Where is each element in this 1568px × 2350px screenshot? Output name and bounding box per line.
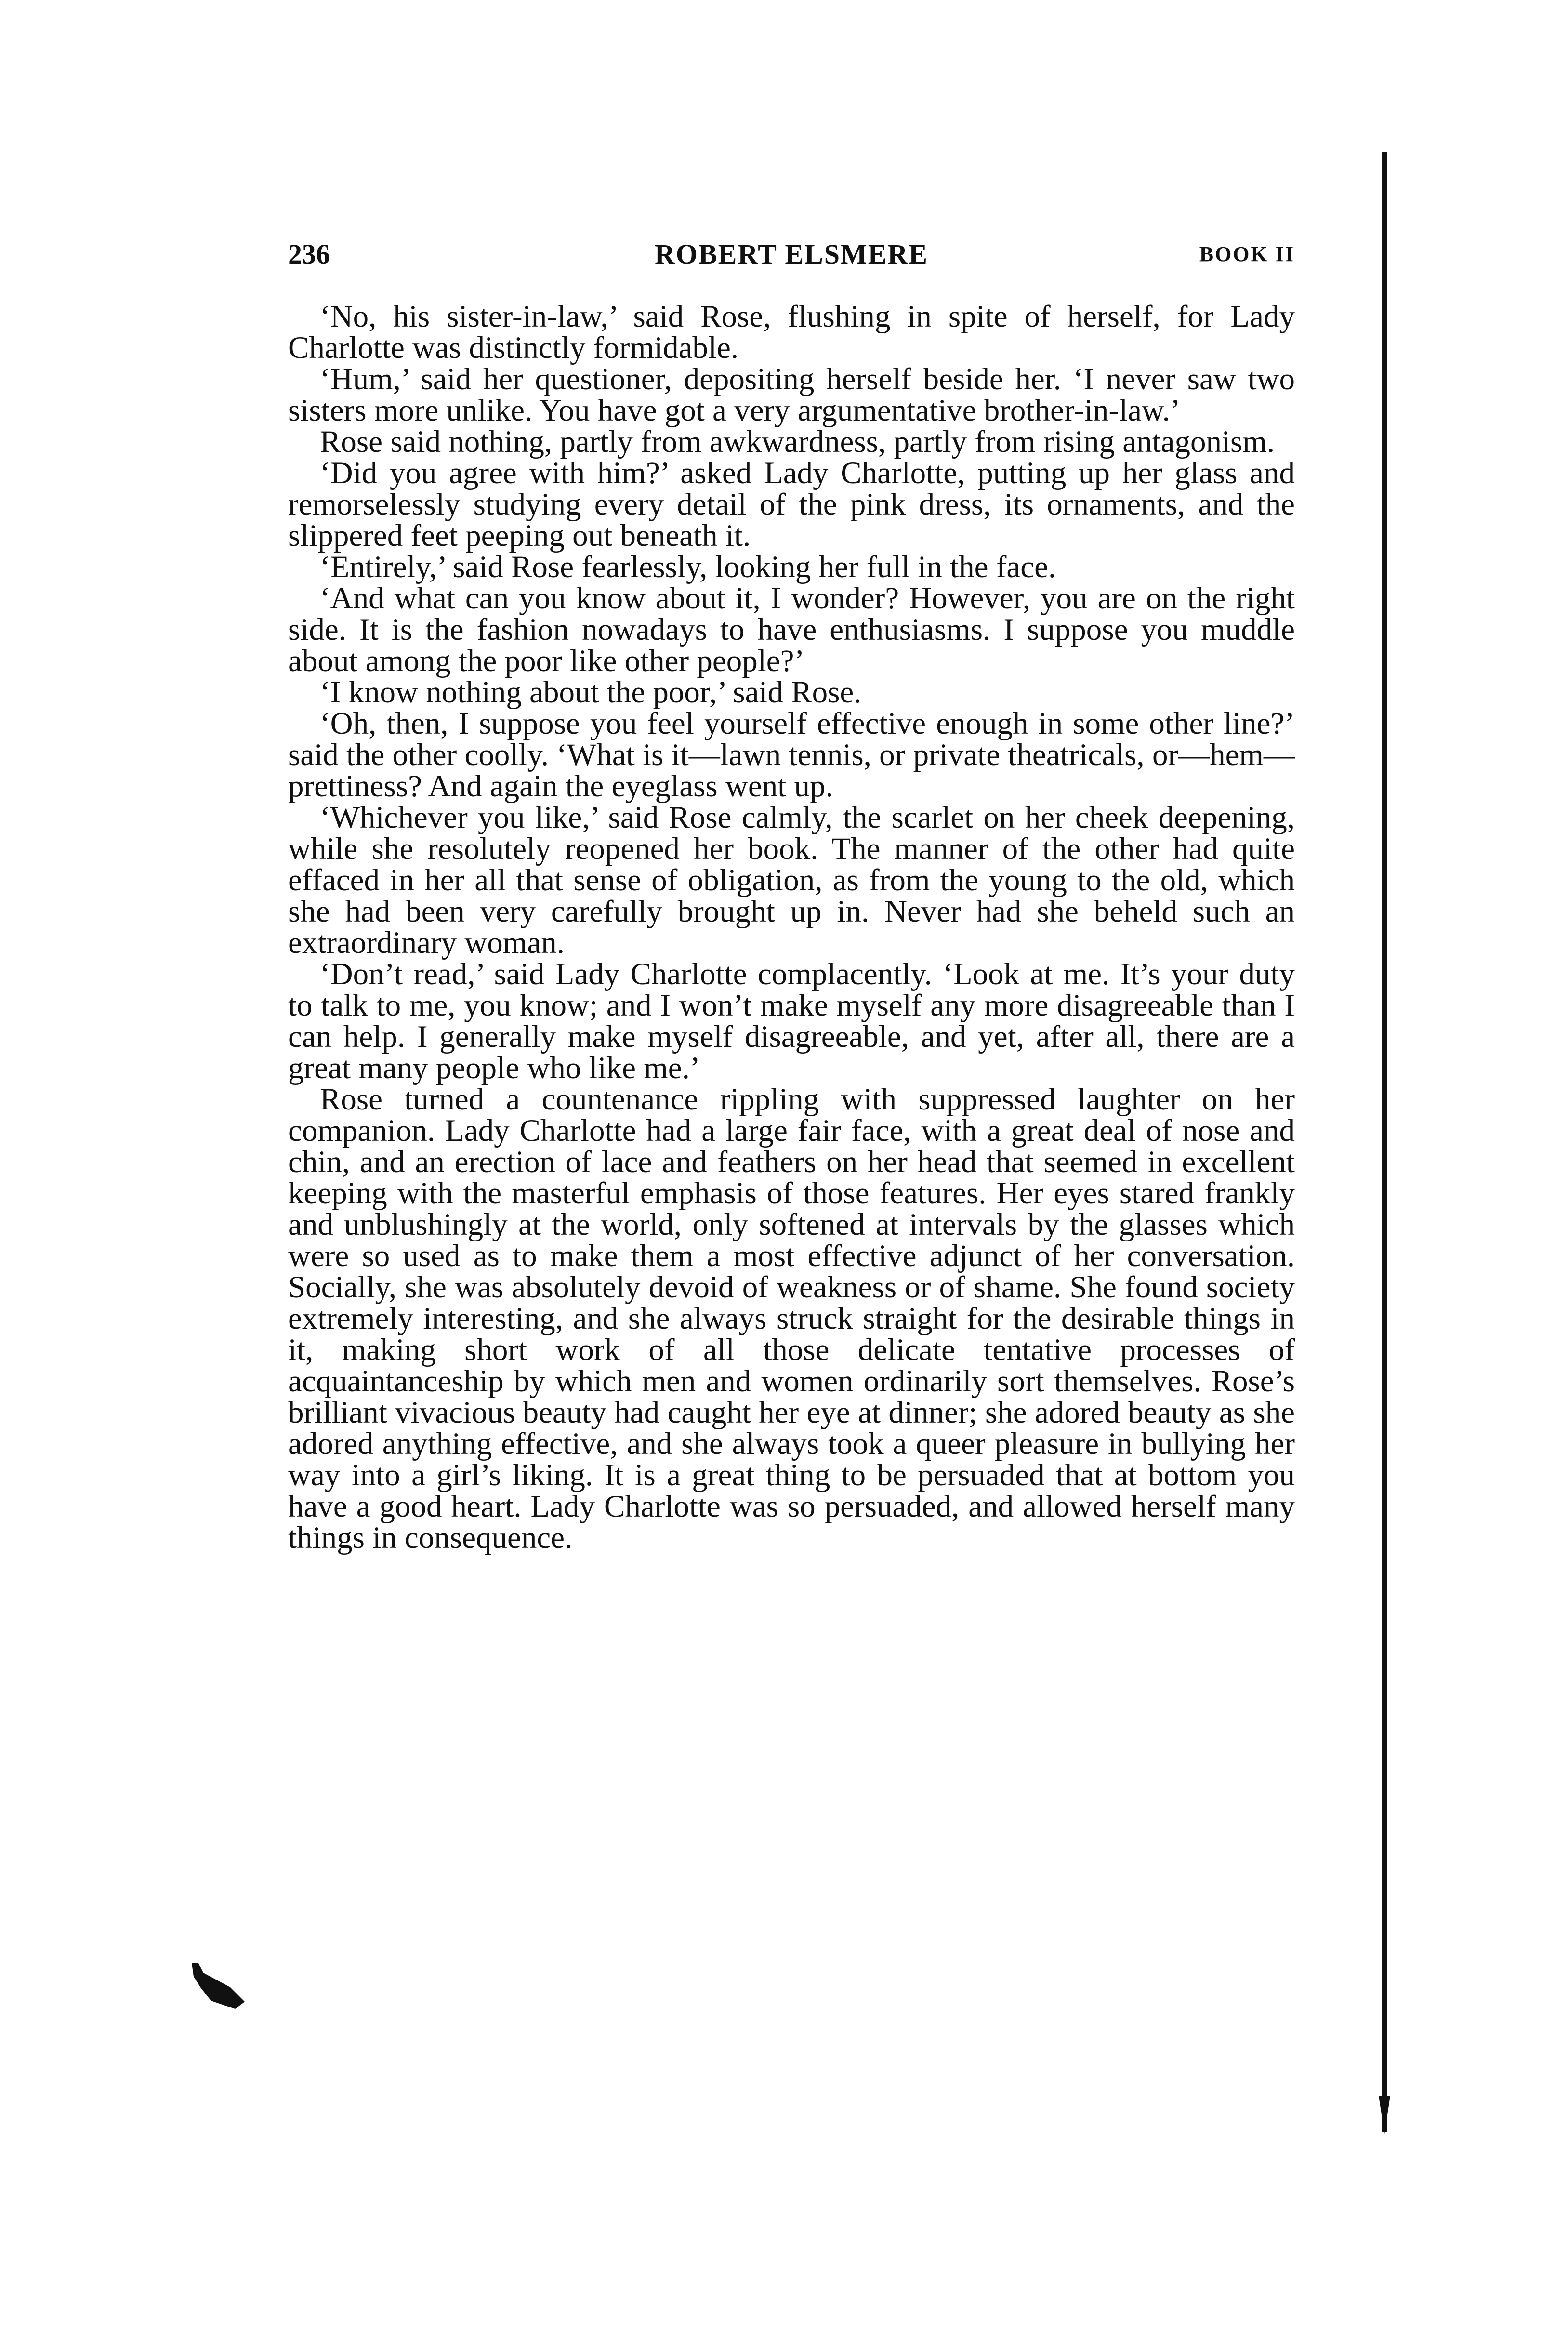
page-number: 236 bbox=[288, 238, 330, 270]
paragraph: ‘I know nothing about the poor,’ said Rose. bbox=[320, 675, 862, 710]
paragraph: Rose turned a countenance rippling with suppressed laughter on her companion. Lady Charlotte had a large fair face, with a great deal of nose and chin, and an erection of lace and feathers on her head that seemed in excellent keeping with the masterful emphasis of those features. Her eyes stared frankly and unblushingly at the world, only softened at intervals by the glasses which were so used as to make them a most effective adjunct of her conversation. Socially, she was absolutely devoid of weakness or of shame. She found society extremely interesting, and she always struck straight for the desirable things in it, making short work of all those delicate tentative processes of acquaintanceship by which men and women ordinarily sort themselves. Rose’s brilliant vivacious beauty had caught her eye at dinner; she adored beauty as she adored anything effective, and she always took a queer pleasure in bullying her way into a girl’s liking. It is a great thing to be persuaded that at bottom you have a good heart. Lady Charlotte was so persuaded, and allowed herself many things in consequence. bbox=[288, 1082, 1295, 1555]
paragraph: ‘Did you agree with him?’ asked Lady Charlotte, putting up her glass and remorselessly studying every detail of the pink dress, its ornaments, and the slippered feet peeping out beneath it. bbox=[288, 456, 1295, 553]
book-title: ROBERT ELSMERE bbox=[655, 238, 928, 270]
paragraph: ‘Entirely,’ said Rose fearlessly, looking her full in the face. bbox=[320, 550, 1056, 584]
paragraph: ‘Oh, then, I suppose you feel yourself effective enough in some other line?’ said the other coolly. ‘What is it—lawn tennis, or private theatricals, or—hem—prettiness? And again the eyeglass went up. bbox=[288, 706, 1295, 804]
body-text bbox=[288, 301, 1295, 1554]
section-label: BOOK II bbox=[1199, 242, 1295, 266]
margin-scan-rule bbox=[1382, 152, 1387, 2132]
pointer-arrow-icon bbox=[192, 1963, 245, 2011]
paragraph: ‘And what can you know about it, I wonder? However, you are on the right side. It is the fashion nowadays to have enthusiasms. I suppose you muddle about among the poor like other people?’ bbox=[288, 581, 1295, 678]
margin-scan-rule-tail bbox=[1379, 2096, 1390, 2134]
running-head bbox=[288, 235, 1295, 274]
pointer-arrow-icon-graphic bbox=[192, 1963, 245, 2009]
paragraph: ‘No, his sister-in-law,’ said Rose, flushing in spite of herself, for Lady Charlotte was distinctly formidable. bbox=[288, 299, 1295, 365]
paragraph: ‘Hum,’ said her questioner, depositing herself beside her. ‘I never saw two sisters more unlike. You have got a very argumentative brother-in-law.’ bbox=[288, 362, 1295, 428]
paragraph: ‘Don’t read,’ said Lady Charlotte complacently. ‘Look at me. It’s your duty to talk to me, you know; and I won’t make myself any more disagreeable than I can help. I generally make myself disagreeable, and yet, after all, there are a great many people who like me.’ bbox=[288, 957, 1295, 1085]
paragraph: ‘Whichever you like,’ said Rose calmly, the scarlet on her cheek deepening, while she resolutely reopened her book. The manner of the other had quite effaced in her all that sense of obligation, as from the young to the old, which she had been very carefully brought up in. Never had she beheld such an extraordinary woman. bbox=[288, 800, 1295, 960]
paragraph: Rose said nothing, partly from awkwardness, partly from rising antagonism. bbox=[320, 424, 1275, 459]
